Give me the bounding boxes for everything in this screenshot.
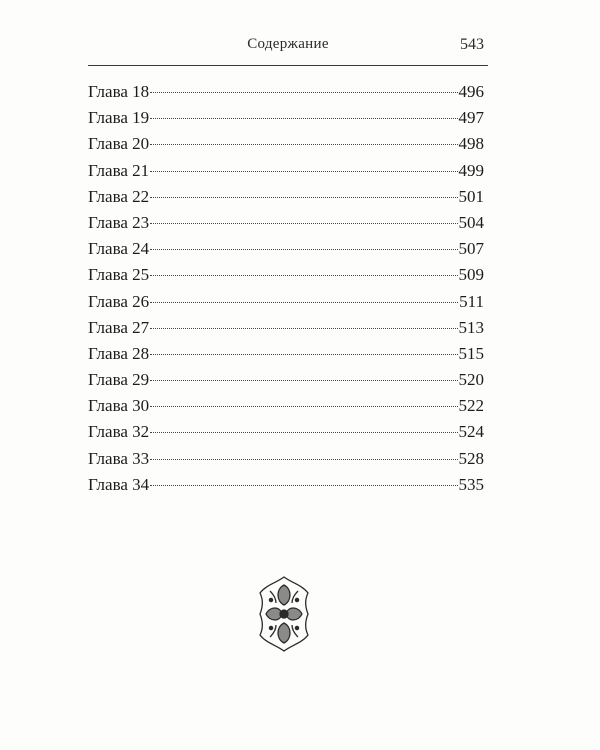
- section-title: Содержание: [247, 36, 329, 52]
- toc-entry[interactable]: [88, 161, 484, 187]
- toc-dot-leader: [150, 302, 458, 303]
- toc-chapter-label: Глава 34: [88, 474, 150, 494]
- toc-dot-leader: [150, 459, 457, 460]
- toc-page-number: 515: [458, 343, 484, 363]
- toc-chapter-label: Глава 32: [88, 422, 150, 442]
- running-head: [88, 36, 488, 60]
- toc-entry[interactable]: [88, 239, 484, 265]
- toc-chapter-label: Глава 27: [88, 317, 150, 337]
- toc-page-number: 509: [458, 265, 484, 285]
- toc-chapter-label: Глава 33: [88, 448, 150, 468]
- toc-dot-leader: [150, 275, 457, 276]
- toc-chapter-label: Глава 28: [88, 343, 150, 363]
- toc-dot-leader: [150, 432, 457, 433]
- toc-dot-leader: [150, 118, 457, 119]
- toc-chapter-label: Глава 21: [88, 160, 150, 180]
- toc-page-number: 535: [458, 474, 484, 494]
- toc-dot-leader: [150, 485, 457, 486]
- floral-cross-ornament-icon: [258, 575, 310, 653]
- toc-dot-leader: [150, 223, 457, 224]
- toc-dot-leader: [150, 197, 457, 198]
- toc-chapter-label: Глава 18: [88, 82, 150, 101]
- toc-dot-leader: [150, 328, 457, 329]
- toc-chapter-label: Глава 22: [88, 186, 150, 206]
- toc-entry[interactable]: [88, 108, 484, 134]
- toc-entry[interactable]: [88, 265, 484, 291]
- toc-chapter-label: Глава 29: [88, 370, 150, 390]
- header-rule: [88, 65, 488, 66]
- toc-page-number: 501: [458, 186, 484, 206]
- toc-chapter-label: Глава 24: [88, 239, 150, 259]
- toc-chapter-label: Глава 19: [88, 108, 150, 128]
- toc-entry[interactable]: [88, 82, 484, 108]
- toc-entry[interactable]: [88, 422, 484, 448]
- page-number: 543: [460, 36, 484, 53]
- toc-page-number: 504: [458, 212, 484, 232]
- toc-dot-leader: [150, 249, 457, 250]
- toc-page-number: 496: [458, 82, 484, 101]
- toc-chapter-label: Глава 26: [88, 291, 150, 311]
- toc-page-number: 524: [458, 422, 484, 442]
- toc-dot-leader: [150, 354, 457, 355]
- toc-page-number: 522: [458, 396, 484, 416]
- toc-dot-leader: [150, 406, 457, 407]
- toc-page-number: 520: [458, 370, 484, 390]
- toc-entry[interactable]: [88, 370, 484, 396]
- toc-entry[interactable]: [88, 292, 484, 318]
- toc-chapter-label: Глава 20: [88, 134, 150, 154]
- toc-dot-leader: [150, 380, 457, 381]
- toc-page-number: 513: [458, 317, 484, 337]
- table-of-contents: [88, 82, 484, 501]
- toc-page-number: 507: [458, 239, 484, 259]
- toc-dot-leader: [150, 171, 457, 172]
- toc-dot-leader: [150, 92, 457, 93]
- toc-dot-leader: [150, 144, 457, 145]
- toc-entry[interactable]: [88, 213, 484, 239]
- toc-entry[interactable]: [88, 475, 484, 501]
- toc-chapter-label: Глава 25: [88, 265, 150, 285]
- toc-chapter-label: Глава 30: [88, 396, 150, 416]
- toc-page-number: 499: [458, 160, 484, 180]
- toc-entry[interactable]: [88, 449, 484, 475]
- toc-entry[interactable]: [88, 396, 484, 422]
- toc-entry[interactable]: [88, 187, 484, 213]
- toc-page-number: 528: [458, 448, 484, 468]
- toc-page-number: 497: [458, 108, 484, 128]
- toc-chapter-label: Глава 23: [88, 212, 150, 232]
- toc-entry[interactable]: [88, 318, 484, 344]
- toc-page-number: 498: [458, 134, 484, 154]
- toc-entry[interactable]: [88, 134, 484, 160]
- toc-entry[interactable]: [88, 344, 484, 370]
- toc-page-number: 511: [459, 291, 484, 311]
